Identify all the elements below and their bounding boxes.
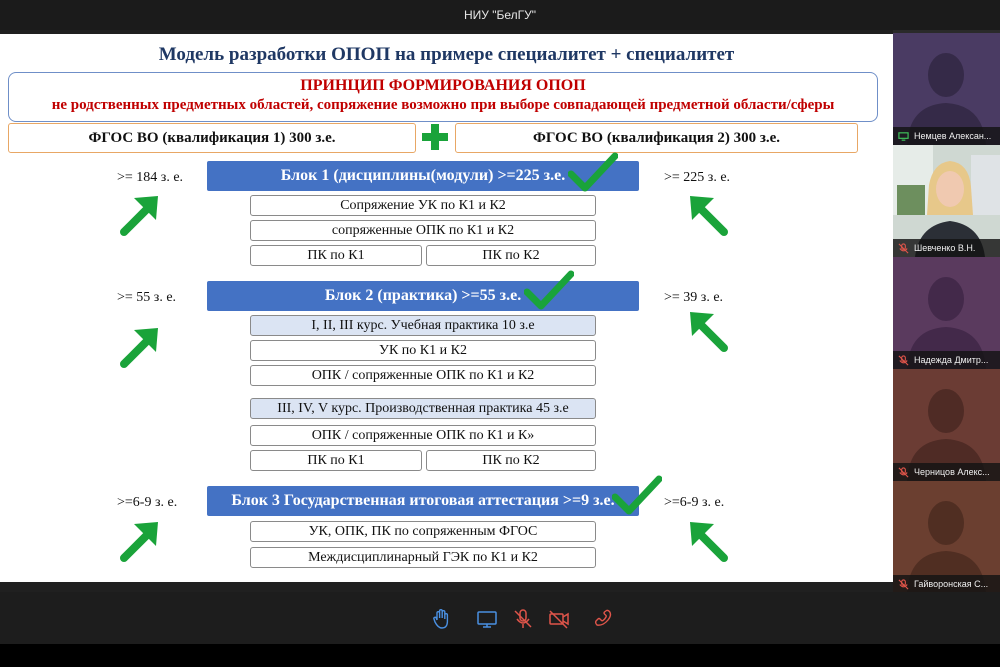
block2-pk-left: ПК по К1 bbox=[250, 450, 422, 471]
participant-namebar bbox=[893, 239, 1000, 257]
raise-hand-icon[interactable] bbox=[431, 608, 453, 630]
principle-title: ПРИНЦИП ФОРМИРОВАНИЯ ОПОП bbox=[300, 77, 586, 94]
block2-row-opk-2: ОПК / сопряженные ОПК по К1 и К» bbox=[250, 425, 596, 446]
block1-checkmark-icon bbox=[568, 152, 618, 192]
block2-credit-right: >= 39 з. е. bbox=[664, 290, 724, 305]
participant-name: Гайворонская С... bbox=[914, 579, 989, 589]
mic-off-icon bbox=[898, 579, 909, 590]
plus-icon bbox=[422, 124, 448, 150]
participant-tile[interactable] bbox=[893, 369, 1000, 481]
participant-namebar bbox=[893, 463, 1000, 481]
arrow-up-left-icon bbox=[684, 306, 732, 354]
arrow-up-left-icon bbox=[684, 190, 732, 238]
fgos-right-box: ФГОС ВО (квалификация 2) 300 з.е. bbox=[455, 123, 858, 153]
block1-credit-right: >= 225 з. е. bbox=[664, 170, 731, 185]
principle-box bbox=[8, 72, 878, 122]
block3-credit-right: >=6-9 з. е. bbox=[664, 495, 725, 510]
block2-checkmark-icon bbox=[524, 270, 574, 310]
arrow-up-left-icon bbox=[684, 516, 732, 564]
block1-row-opk: сопряженные ОПК по К1 и К2 bbox=[250, 220, 596, 241]
participant-namebar bbox=[893, 351, 1000, 369]
participant-tile[interactable] bbox=[893, 33, 1000, 145]
block2-row-uk: УК по К1 и К2 bbox=[250, 340, 596, 361]
slide-title: Модель разработки ОПОП на примере специалитет + специалитет bbox=[158, 44, 735, 65]
end-call-icon[interactable] bbox=[592, 608, 614, 630]
mic-off-icon bbox=[898, 243, 909, 254]
block3-header: Блок 3 Государственная итоговая аттестация >=9 з.е. bbox=[207, 486, 639, 516]
block2-practice-educational: I, II, III курс. Учебная практика 10 з.е bbox=[250, 315, 596, 336]
participant-tile[interactable] bbox=[893, 145, 1000, 257]
block2-row-opk: ОПК / сопряженные ОПК по К1 и К2 bbox=[250, 365, 596, 386]
participant-tile[interactable] bbox=[893, 257, 1000, 369]
participant-name: Немцев Алексан... bbox=[914, 131, 992, 141]
block2-credit-left: >= 55 з. е. bbox=[117, 290, 177, 305]
block3-row-gek: Междисциплинарный ГЭК по К1 и К2 bbox=[250, 547, 596, 568]
arrow-up-right-icon bbox=[116, 190, 164, 238]
bottom-strip bbox=[0, 644, 1000, 667]
participant-name: Черницов Алекс... bbox=[914, 467, 990, 477]
block1-pk-left: ПК по К1 bbox=[250, 245, 422, 266]
screen-share-icon[interactable] bbox=[476, 608, 498, 630]
arrow-up-right-icon bbox=[116, 322, 164, 370]
principle-text: не родственных предметных областей, сопряжение возможно при выборе совпадающей предметной области/сферы bbox=[51, 97, 835, 113]
camera-off-icon[interactable] bbox=[548, 608, 570, 630]
mic-off-icon bbox=[898, 467, 909, 478]
participant-tile[interactable] bbox=[893, 481, 1000, 593]
participant-name: Шевченко В.Н. bbox=[914, 243, 976, 253]
block1-header: Блок 1 (дисциплины(модули) >=225 з.е. bbox=[207, 161, 639, 191]
participant-namebar bbox=[893, 575, 1000, 593]
screen-share-indicator-icon bbox=[898, 131, 909, 142]
shared-screen-slide bbox=[0, 34, 893, 582]
window-title-bar bbox=[0, 0, 1000, 30]
mic-off-icon bbox=[898, 355, 909, 366]
block3-checkmark-icon bbox=[612, 475, 662, 515]
block3-credit-left: >=6-9 з. е. bbox=[117, 495, 178, 510]
fgos-left-box: ФГОС ВО (квалификация 1) 300 з.е. bbox=[8, 123, 416, 153]
window-title: НИУ "БелГУ" bbox=[463, 8, 537, 22]
block1-row-uk: Сопряжение УК по К1 и К2 bbox=[250, 195, 596, 216]
block1-credit-left: >= 184 з. е. bbox=[117, 170, 184, 185]
block1-pk-right: ПК по К2 bbox=[426, 245, 596, 266]
block3-row-uk: УК, ОПК, ПК по сопряженным ФГОС bbox=[250, 521, 596, 542]
call-controls-bar bbox=[0, 592, 1000, 644]
participants-sidebar bbox=[893, 30, 1000, 592]
block2-pk-right: ПК по К2 bbox=[426, 450, 596, 471]
participant-name: Надежда Дмитр... bbox=[914, 355, 989, 365]
mic-off-icon[interactable] bbox=[512, 608, 534, 630]
block2-header: Блок 2 (практика) >=55 з.е. bbox=[207, 281, 639, 311]
arrow-up-right-icon bbox=[116, 516, 164, 564]
participant-namebar bbox=[893, 127, 1000, 145]
block2-practice-industrial: III, IV, V курс. Производственная практика 45 з.е bbox=[250, 398, 596, 419]
